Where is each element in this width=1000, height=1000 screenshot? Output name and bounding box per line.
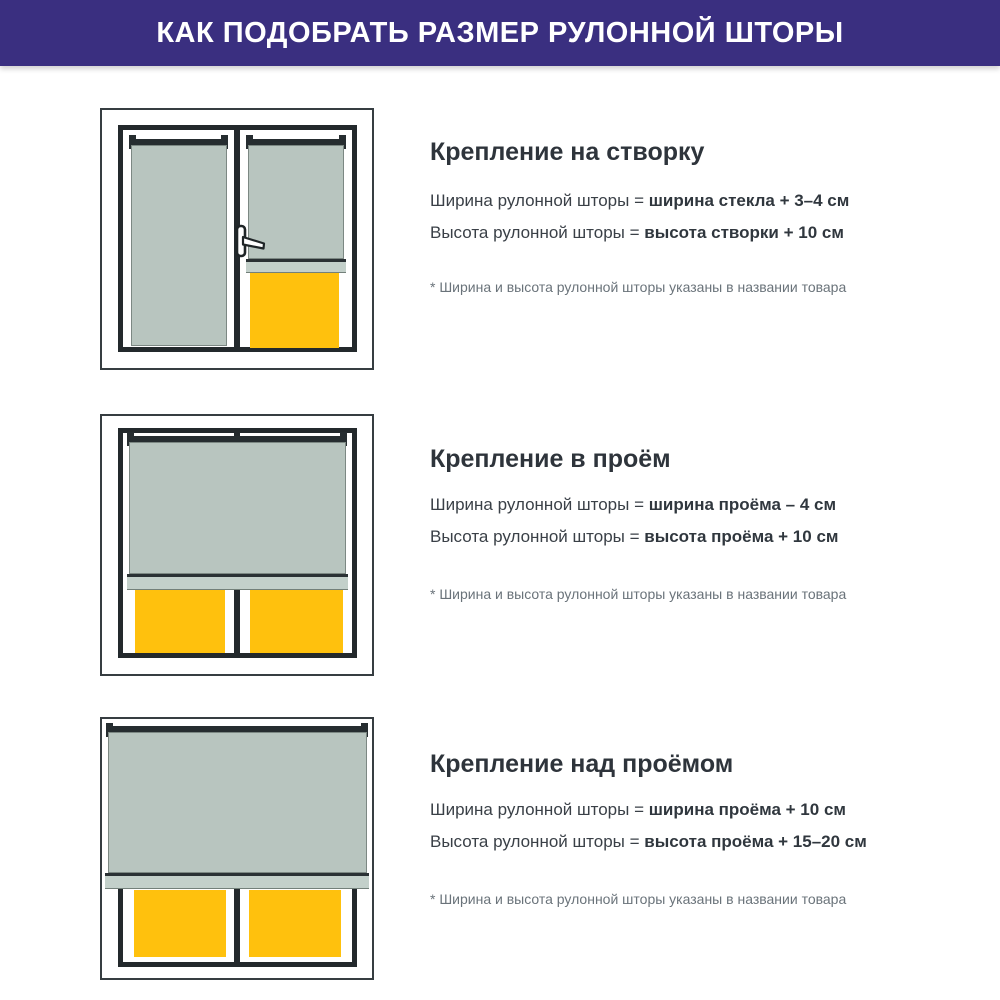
formula-label: Ширина рулонной шторы = <box>430 800 649 819</box>
formula-value: высота створки + 10 см <box>644 223 844 242</box>
footnote: * Ширина и высота рулонной шторы указаны в названии товара <box>430 586 847 602</box>
formula-label: Высота рулонной шторы = <box>430 223 645 242</box>
formula-width <box>430 489 838 521</box>
header-banner <box>0 0 1000 66</box>
blind-bottom-bar <box>246 259 346 273</box>
section-heading-opening: Крепление в проём <box>430 445 671 473</box>
glass-pane <box>250 583 343 653</box>
formula-value: высота проёма + 15–20 см <box>644 832 867 851</box>
formula-block <box>430 489 838 553</box>
blind-bottom-bar <box>105 873 369 889</box>
glass-pane <box>135 583 225 653</box>
diagram-window-sash-mount <box>100 108 374 370</box>
formula-value: высота проёма + 10 см <box>644 527 839 546</box>
formula-block <box>430 185 849 249</box>
blind-fabric <box>108 732 367 873</box>
glass-pane <box>249 890 341 957</box>
formula-width <box>430 794 867 826</box>
formula-block <box>430 794 867 858</box>
formula-label: Высота рулонной шторы = <box>430 832 645 851</box>
footnote: * Ширина и высота рулонной шторы указаны в названии товара <box>430 891 847 907</box>
diagram-window-opening-mount <box>100 414 374 676</box>
glass-pane <box>250 273 339 348</box>
section-heading-above-opening: Крепление над проёмом <box>430 750 734 778</box>
formula-height <box>430 217 849 249</box>
formula-height <box>430 521 838 553</box>
formula-label: Ширина рулонной шторы = <box>430 495 649 514</box>
formula-label: Высота рулонной шторы = <box>430 527 645 546</box>
diagram-window-above-opening-mount <box>100 717 374 980</box>
page-title: КАК ПОДОБРАТЬ РАЗМЕР РУЛОННОЙ ШТОРЫ <box>156 16 844 49</box>
formula-label: Ширина рулонной шторы = <box>430 191 649 210</box>
formula-height <box>430 826 867 858</box>
formula-value: ширина стекла + 3–4 см <box>648 191 850 210</box>
blind-fabric <box>131 145 227 346</box>
footnote: * Ширина и высота рулонной шторы указаны в названии товара <box>430 279 847 295</box>
formula-width <box>430 185 849 217</box>
blind-fabric <box>129 442 346 574</box>
section-heading-sash: Крепление на створку <box>430 138 705 166</box>
formula-value: ширина проёма + 10 см <box>648 800 846 819</box>
window-handle-icon <box>235 224 267 258</box>
glass-pane <box>134 890 226 957</box>
formula-value: ширина проёма – 4 см <box>648 495 837 514</box>
blind-bottom-bar <box>127 574 348 590</box>
